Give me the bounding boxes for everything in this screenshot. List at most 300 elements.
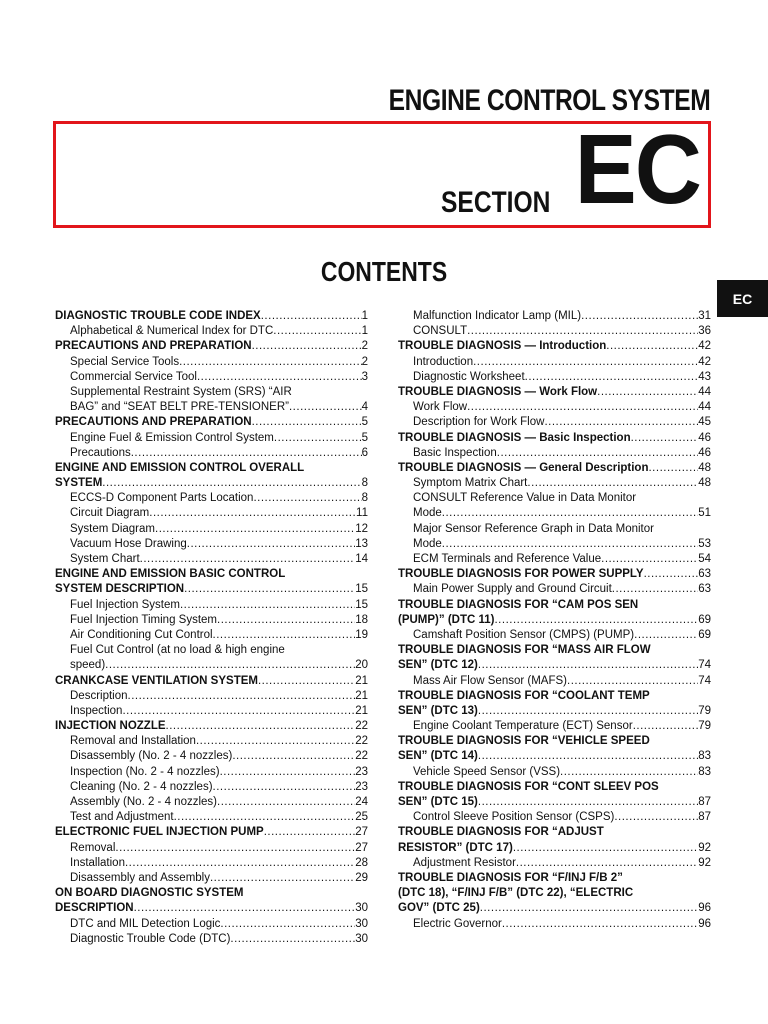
- dot-leader: [252, 339, 362, 354]
- dot-leader: [494, 613, 698, 628]
- toc-entry-title: System Diagram: [70, 522, 155, 535]
- toc-section-entry[interactable]: [398, 385, 711, 400]
- dot-leader: [597, 385, 698, 400]
- toc-page-number: 96: [698, 917, 711, 930]
- toc-subsection-entry[interactable]: [55, 689, 368, 704]
- toc-entry-title: Mode: [413, 537, 442, 550]
- toc-subsection-entry[interactable]: [398, 355, 711, 370]
- dot-leader: [567, 674, 698, 689]
- toc-subsection-entry[interactable]: [398, 719, 711, 734]
- toc-entry-title: Fuel Cut Control (at no load & high engine: [70, 644, 285, 657]
- toc-entry-title: CRANKCASE VENTILATION SYSTEM: [55, 674, 258, 687]
- dot-leader: [497, 446, 698, 461]
- toc-section-entry[interactable]: [398, 461, 711, 476]
- toc-entry-title: TROUBLE DIAGNOSIS FOR “ADJUST: [398, 826, 604, 839]
- dot-leader: [606, 339, 698, 354]
- toc-section-entry[interactable]: [55, 674, 368, 689]
- dot-leader: [213, 780, 356, 795]
- toc-section-entry[interactable]: [398, 658, 711, 673]
- dot-leader: [525, 370, 699, 385]
- toc-subsection-entry[interactable]: [398, 628, 711, 643]
- section-label: SECTION: [440, 186, 550, 219]
- dot-leader: [480, 901, 698, 916]
- dot-leader: [155, 522, 355, 537]
- toc-section-entry[interactable]: [398, 901, 711, 916]
- dot-leader: [442, 506, 698, 521]
- toc-section-entry[interactable]: [55, 461, 368, 476]
- toc-page-number: 21: [355, 674, 368, 687]
- toc-entry-title: Disassembly (No. 2 - 4 nozzles): [70, 750, 233, 763]
- toc-entry-title: INJECTION NOZZLE: [55, 720, 166, 733]
- toc-page-number: 63: [698, 568, 711, 581]
- toc-entry-title: TROUBLE DIAGNOSIS — Basic Inspection: [398, 431, 631, 444]
- toc-entry-title: Engine Fuel & Emission Control System: [70, 431, 274, 444]
- toc-subsection-entry[interactable]: [55, 628, 368, 643]
- toc-section-entry[interactable]: [55, 825, 368, 840]
- dot-leader: [232, 749, 355, 764]
- toc-subsection-entry[interactable]: [55, 598, 368, 613]
- toc-entry-title: Malfunction Indicator Lamp (MIL): [413, 310, 582, 322]
- toc-entry-title: ELECTRONIC FUEL INJECTION PUMP: [55, 826, 264, 839]
- toc-page-number: 48: [698, 461, 711, 474]
- toc-section-entry[interactable]: [398, 567, 711, 582]
- toc-page-number: 30: [355, 902, 368, 915]
- toc-subsection-entry[interactable]: [398, 506, 711, 521]
- toc-subsection-entry[interactable]: [398, 856, 711, 871]
- dot-leader: [102, 476, 361, 491]
- toc-entry-title: Air Conditioning Cut Control: [70, 628, 213, 641]
- dot-leader: [230, 932, 355, 947]
- toc-entry-title: Test and Adjustment: [70, 811, 174, 824]
- toc-section-entry[interactable]: [55, 582, 368, 597]
- toc-section-entry[interactable]: [398, 734, 711, 749]
- toc-entry-title: Control Sleeve Position Sensor (CSPS): [413, 811, 615, 824]
- toc-page-number: 1: [361, 325, 368, 338]
- dot-leader: [264, 825, 355, 840]
- toc-entry-title: Installation: [70, 856, 125, 869]
- toc-entry-title: Main Power Supply and Ground Circuit: [413, 583, 612, 596]
- toc-subsection-entry[interactable]: [398, 537, 711, 552]
- toc-page-number: 1: [361, 310, 368, 322]
- toc-section-entry[interactable]: [398, 841, 711, 856]
- toc-page-number: 46: [698, 446, 711, 459]
- toc-entry-title: PRECAUTIONS AND PREPARATION: [55, 416, 252, 429]
- dot-leader: [166, 719, 356, 734]
- toc-page-number: 13: [355, 537, 368, 550]
- toc-entry-title: Adjustment Resistor: [413, 856, 516, 869]
- toc-section-entry[interactable]: [55, 886, 368, 901]
- toc-entry-title: Mode: [413, 507, 442, 520]
- dot-leader: [184, 582, 355, 597]
- dot-leader: [220, 917, 355, 932]
- dot-leader: [513, 841, 698, 856]
- toc-subsection-entry[interactable]: [55, 795, 368, 810]
- toc-section-entry[interactable]: [55, 309, 368, 324]
- dot-leader: [197, 370, 362, 385]
- toc-page-number: 83: [698, 750, 711, 763]
- toc-page-number: 63: [698, 583, 711, 596]
- toc-section-entry[interactable]: [398, 598, 711, 613]
- toc-subsection-entry[interactable]: [55, 810, 368, 825]
- toc-page-number: 29: [355, 871, 368, 884]
- toc-entry-title: CONSULT Reference Value in Data Monitor: [413, 492, 637, 505]
- toc-entry-title: Electric Governor: [413, 917, 502, 930]
- toc-subsection-entry[interactable]: [55, 704, 368, 719]
- toc-subsection-entry[interactable]: [398, 917, 711, 932]
- toc-section-entry[interactable]: [398, 431, 711, 446]
- toc-subsection-entry[interactable]: [55, 370, 368, 385]
- toc-page-number: 8: [361, 492, 368, 505]
- toc-page-number: 5: [361, 416, 368, 429]
- toc-section-entry[interactable]: [398, 749, 711, 764]
- toc-entry-title: Removal: [70, 841, 116, 854]
- toc-entry-title: TROUBLE DIAGNOSIS FOR POWER SUPPLY: [398, 568, 644, 581]
- toc-page-number: 45: [698, 416, 711, 429]
- dot-leader: [631, 431, 699, 446]
- toc-entry-title: ECM Terminals and Reference Value: [413, 553, 602, 565]
- dot-leader: [174, 810, 356, 825]
- toc-subsection-entry[interactable]: [55, 871, 368, 886]
- toc-subsection-entry[interactable]: [55, 734, 368, 749]
- toc-entry-title: DESCRIPTION: [55, 902, 134, 915]
- toc-subsection-entry[interactable]: [55, 506, 368, 521]
- toc-page-number: 44: [698, 385, 711, 398]
- toc-entry-title: Inspection (No. 2 - 4 nozzles): [70, 765, 220, 778]
- toc-entry-title: SEN” (DTC 14): [398, 750, 478, 763]
- dot-leader: [217, 795, 355, 810]
- toc-section-entry[interactable]: [398, 886, 711, 901]
- toc-entry-title: Fuel Injection System: [70, 598, 180, 611]
- dot-leader: [213, 628, 356, 643]
- toc-page-number: 20: [355, 659, 368, 672]
- toc-page-number: 92: [698, 841, 711, 854]
- toc-subsection-entry[interactable]: [398, 765, 711, 780]
- toc-section-entry[interactable]: [398, 339, 711, 354]
- toc-section-entry[interactable]: [55, 719, 368, 734]
- toc-entry-title: speed): [70, 659, 106, 672]
- toc-section-entry[interactable]: [55, 476, 368, 491]
- toc-page-number: 96: [698, 902, 711, 915]
- toc-page-number: 15: [355, 583, 368, 596]
- toc-entry-title: SYSTEM DESCRIPTION: [55, 583, 185, 596]
- dot-leader: [115, 841, 355, 856]
- toc-page-number: 92: [698, 856, 711, 869]
- toc-section-entry[interactable]: [398, 780, 711, 795]
- dot-leader: [187, 537, 355, 552]
- toc-entry-title: CONSULT: [413, 325, 468, 338]
- toc-section-entry[interactable]: [55, 901, 368, 916]
- toc-page-number: 2: [361, 340, 368, 353]
- toc-entry-title: ECCS-D Component Parts Location: [70, 492, 254, 505]
- toc-page-number: 30: [355, 917, 368, 930]
- toc-entry-title: Assembly (No. 2 - 4 nozzles): [70, 796, 217, 808]
- toc-page-number: 54: [698, 553, 711, 565]
- toc-page-number: 22: [355, 720, 368, 733]
- toc-page-number: 31: [698, 310, 711, 322]
- toc-entry-title: SEN” (DTC 12): [398, 659, 478, 672]
- toc-page-number: 21: [355, 704, 368, 717]
- dot-leader: [180, 598, 355, 613]
- toc-subsection-entry[interactable]: [398, 674, 711, 689]
- dot-leader: [544, 415, 698, 430]
- toc-subsection-entry[interactable]: [398, 400, 711, 415]
- dot-leader: [634, 628, 698, 643]
- contents-heading: CONTENTS: [320, 256, 448, 287]
- toc-entry-title: Fuel Injection Timing System: [70, 613, 218, 626]
- dot-leader: [289, 400, 362, 415]
- toc-page-number: 43: [698, 370, 711, 383]
- toc-entry-title: Basic Inspection: [413, 446, 497, 459]
- dot-leader: [516, 856, 698, 871]
- toc-subsection-entry[interactable]: [398, 476, 711, 491]
- toc-section-entry[interactable]: [398, 871, 711, 886]
- dot-leader: [581, 309, 698, 324]
- toc-subsection-entry[interactable]: [55, 491, 368, 506]
- toc-subsection-entry[interactable]: [55, 324, 368, 339]
- toc-entry-title: DIAGNOSTIC TROUBLE CODE INDEX: [55, 310, 261, 322]
- toc-page-number: 42: [698, 340, 711, 353]
- toc-page-number: 74: [698, 674, 711, 687]
- toc-entry-title: TROUBLE DIAGNOSIS FOR “CAM POS SEN: [398, 598, 639, 611]
- toc-section-entry[interactable]: [398, 613, 711, 628]
- toc-entry-title: Circuit Diagram: [70, 507, 150, 520]
- toc-page-number: 28: [355, 856, 368, 869]
- toc-page-number: 42: [698, 355, 711, 368]
- toc-page-number: 79: [698, 720, 711, 733]
- toc-subsection-entry[interactable]: [55, 522, 368, 537]
- toc-right-column: [398, 309, 711, 932]
- toc-section-entry[interactable]: [398, 643, 711, 658]
- dot-leader: [210, 871, 355, 886]
- toc-page-number: 83: [698, 765, 711, 778]
- toc-subsection-entry[interactable]: [55, 431, 368, 446]
- toc-page-number: 12: [355, 522, 368, 535]
- toc-page-number: 24: [355, 796, 368, 808]
- toc-subsection-entry[interactable]: [398, 522, 711, 537]
- section-box: [53, 114, 711, 228]
- toc-page-number: 14: [355, 553, 368, 565]
- dot-leader: [131, 446, 362, 461]
- toc-subsection-entry[interactable]: [398, 582, 711, 597]
- toc-subsection-entry[interactable]: [55, 355, 368, 370]
- toc-subsection-entry[interactable]: [55, 400, 368, 415]
- dot-leader: [478, 749, 698, 764]
- dot-leader: [648, 461, 698, 476]
- toc-entry-title: Work Flow: [413, 401, 468, 414]
- dot-leader: [527, 476, 698, 491]
- toc-subsection-entry[interactable]: [55, 749, 368, 764]
- dot-leader: [614, 810, 698, 825]
- toc-entry-title: Commercial Service Tool: [70, 370, 197, 383]
- toc-entry-title: Major Sensor Reference Graph in Data Monitor: [413, 522, 654, 535]
- toc-page-number: 21: [355, 689, 368, 702]
- toc-entry-title: Mass Air Flow Sensor (MAFS): [413, 674, 567, 687]
- toc-left-column: [55, 309, 368, 947]
- toc-entry-title: Camshaft Position Sensor (CMPS) (PUMP): [413, 628, 635, 641]
- toc-page-number: 22: [355, 750, 368, 763]
- toc-entry-title: Special Service Tools: [70, 355, 180, 368]
- toc-subsection-entry[interactable]: [55, 765, 368, 780]
- dot-leader: [442, 537, 698, 552]
- toc-subsection-entry[interactable]: [55, 643, 368, 658]
- toc-subsection-entry[interactable]: [398, 552, 711, 567]
- toc-entry-title: TROUBLE DIAGNOSIS — General Description: [398, 461, 649, 474]
- toc-entry-title: SYSTEM: [55, 477, 103, 490]
- toc-subsection-entry[interactable]: [55, 613, 368, 628]
- toc-entry-title: ENGINE AND EMISSION BASIC CONTROL: [55, 568, 286, 581]
- toc-entry-title: System Chart: [70, 553, 140, 565]
- toc-entry-title: Description for Work Flow: [413, 416, 545, 429]
- dot-leader: [274, 431, 362, 446]
- dot-leader: [478, 795, 698, 810]
- toc-entry-title: BAG” and “SEAT BELT PRE-TENSIONER”: [70, 401, 289, 414]
- dot-leader: [633, 719, 699, 734]
- dot-leader: [179, 355, 362, 370]
- toc-page-number: 15: [355, 598, 368, 611]
- toc-subsection-entry[interactable]: [398, 810, 711, 825]
- toc-page-number: 4: [361, 401, 368, 414]
- toc-entry-title: Engine Coolant Temperature (ECT) Sensor: [413, 720, 633, 733]
- dot-leader: [252, 415, 362, 430]
- toc-entry-title: TROUBLE DIAGNOSIS — Introduction: [398, 340, 607, 353]
- toc-entry-title: Vacuum Hose Drawing: [70, 537, 187, 550]
- toc-page-number: 30: [355, 932, 368, 945]
- toc-subsection-entry[interactable]: [398, 324, 711, 339]
- document-title: ENGINE CONTROL SYSTEM: [388, 84, 710, 117]
- toc-entry-title: Cleaning (No. 2 - 4 nozzles): [70, 780, 213, 793]
- dot-leader: [478, 658, 698, 673]
- section-code: EC: [574, 114, 700, 224]
- toc-entry-title: RESISTOR” (DTC 17): [398, 841, 513, 854]
- toc-subsection-entry[interactable]: [55, 658, 368, 673]
- toc-entry-title: Supplemental Restraint System (SRS) “AIR: [70, 385, 292, 398]
- dot-leader: [601, 552, 698, 567]
- toc-page-number: 69: [698, 628, 711, 641]
- toc-page-number: 23: [355, 780, 368, 793]
- toc-page-number: 2: [361, 355, 368, 368]
- toc-page-number: 11: [356, 507, 368, 520]
- toc-section-entry[interactable]: [398, 689, 711, 704]
- toc-section-entry[interactable]: [398, 825, 711, 840]
- toc-page-number: 19: [355, 628, 368, 641]
- toc-entry-title: Description: [70, 689, 128, 702]
- toc-subsection-entry[interactable]: [55, 552, 368, 567]
- toc-subsection-entry[interactable]: [398, 309, 711, 324]
- section-tab[interactable]: EC: [717, 280, 768, 317]
- toc-entry-title: Symptom Matrix Chart: [413, 477, 528, 490]
- toc-entry-title: TROUBLE DIAGNOSIS — Work Flow: [398, 385, 598, 398]
- toc-entry-title: Removal and Installation: [70, 735, 196, 748]
- toc-entry-title: Alphabetical & Numerical Index for DTC: [70, 325, 274, 338]
- dot-leader: [217, 613, 355, 628]
- toc-section-entry[interactable]: [55, 415, 368, 430]
- toc-entry-title: SEN” (DTC 15): [398, 796, 478, 808]
- toc-page-number: 27: [355, 841, 368, 854]
- dot-leader: [644, 567, 699, 582]
- dot-leader: [125, 856, 355, 871]
- toc-subsection-entry[interactable]: [398, 415, 711, 430]
- toc-subsection-entry[interactable]: [55, 780, 368, 795]
- dot-leader: [273, 324, 361, 339]
- toc-section-entry[interactable]: [398, 704, 711, 719]
- toc-entry-title: Diagnostic Worksheet: [413, 370, 525, 383]
- dot-leader: [122, 704, 355, 719]
- toc-entry-title: TROUBLE DIAGNOSIS FOR “MASS AIR FLOW: [398, 644, 651, 657]
- toc-entry-title: TROUBLE DIAGNOSIS FOR “VEHICLE SPEED: [398, 735, 650, 748]
- toc-entry-title: TROUBLE DIAGNOSIS FOR “CONT SLEEV POS: [398, 780, 659, 793]
- toc-page-number: 44: [698, 401, 711, 414]
- toc-entry-title: SEN” (DTC 13): [398, 704, 478, 717]
- toc-page-number: 79: [698, 704, 711, 717]
- toc-page-number: 36: [698, 325, 711, 338]
- toc-section-entry[interactable]: [55, 567, 368, 582]
- toc-subsection-entry[interactable]: [55, 385, 368, 400]
- toc-entry-title: PRECAUTIONS AND PREPARATION: [55, 340, 252, 353]
- toc-page-number: 22: [355, 735, 368, 748]
- toc-entry-title: Disassembly and Assembly: [70, 871, 210, 884]
- dot-leader: [473, 355, 698, 370]
- toc-page-number: 87: [698, 796, 711, 808]
- dot-leader: [149, 506, 356, 521]
- toc-subsection-entry[interactable]: [55, 841, 368, 856]
- dot-leader: [478, 704, 698, 719]
- toc-entry-title: Diagnostic Trouble Code (DTC): [70, 932, 231, 945]
- toc-page-number: 48: [698, 477, 711, 490]
- toc-section-entry[interactable]: [398, 795, 711, 810]
- toc-subsection-entry[interactable]: [55, 932, 368, 947]
- toc-entry-title: GOV” (DTC 25): [398, 902, 480, 915]
- toc-page-number: 53: [698, 537, 711, 550]
- toc-page-number: 23: [355, 765, 368, 778]
- dot-leader: [134, 901, 356, 916]
- toc-page-number: 74: [698, 659, 711, 672]
- toc-entry-title: (PUMP)” (DTC 11): [398, 613, 495, 626]
- toc-page-number: 51: [698, 507, 711, 520]
- toc-entry-title: Inspection: [70, 704, 123, 717]
- toc-entry-title: Introduction: [413, 355, 474, 368]
- toc-entry-title: ENGINE AND EMISSION CONTROL OVERALL: [55, 461, 305, 474]
- toc-page-number: 18: [355, 613, 368, 626]
- toc-subsection-entry[interactable]: [398, 491, 711, 506]
- dot-leader: [612, 582, 698, 597]
- dot-leader: [196, 734, 355, 749]
- toc-subsection-entry[interactable]: [55, 446, 368, 461]
- toc-section-entry[interactable]: [55, 339, 368, 354]
- dot-leader: [258, 674, 355, 689]
- dot-leader: [467, 324, 698, 339]
- toc-subsection-entry[interactable]: [55, 917, 368, 932]
- toc-entry-title: TROUBLE DIAGNOSIS FOR “COOLANT TEMP: [398, 689, 650, 702]
- toc-subsection-entry[interactable]: [55, 537, 368, 552]
- dot-leader: [140, 552, 356, 567]
- toc-page-number: 27: [355, 826, 368, 839]
- toc-entry-title: ON BOARD DIAGNOSTIC SYSTEM: [55, 887, 244, 900]
- dot-leader: [261, 309, 362, 324]
- toc-page-number: 69: [698, 613, 711, 626]
- toc-page-number: 6: [361, 446, 368, 459]
- toc-page-number: 8: [361, 477, 368, 490]
- dot-leader: [502, 917, 698, 932]
- toc-entry-title: (DTC 18), “F/INJ F/B” (DTC 22), “ELECTRIC: [398, 887, 634, 900]
- toc-subsection-entry[interactable]: [55, 856, 368, 871]
- toc-entry-title: Precautions: [70, 446, 131, 459]
- dot-leader: [128, 689, 356, 704]
- toc-page-number: 87: [698, 811, 711, 824]
- toc-subsection-entry[interactable]: [398, 446, 711, 461]
- toc-subsection-entry[interactable]: [398, 370, 711, 385]
- dot-leader: [105, 658, 355, 673]
- toc-page-number: 5: [361, 431, 368, 444]
